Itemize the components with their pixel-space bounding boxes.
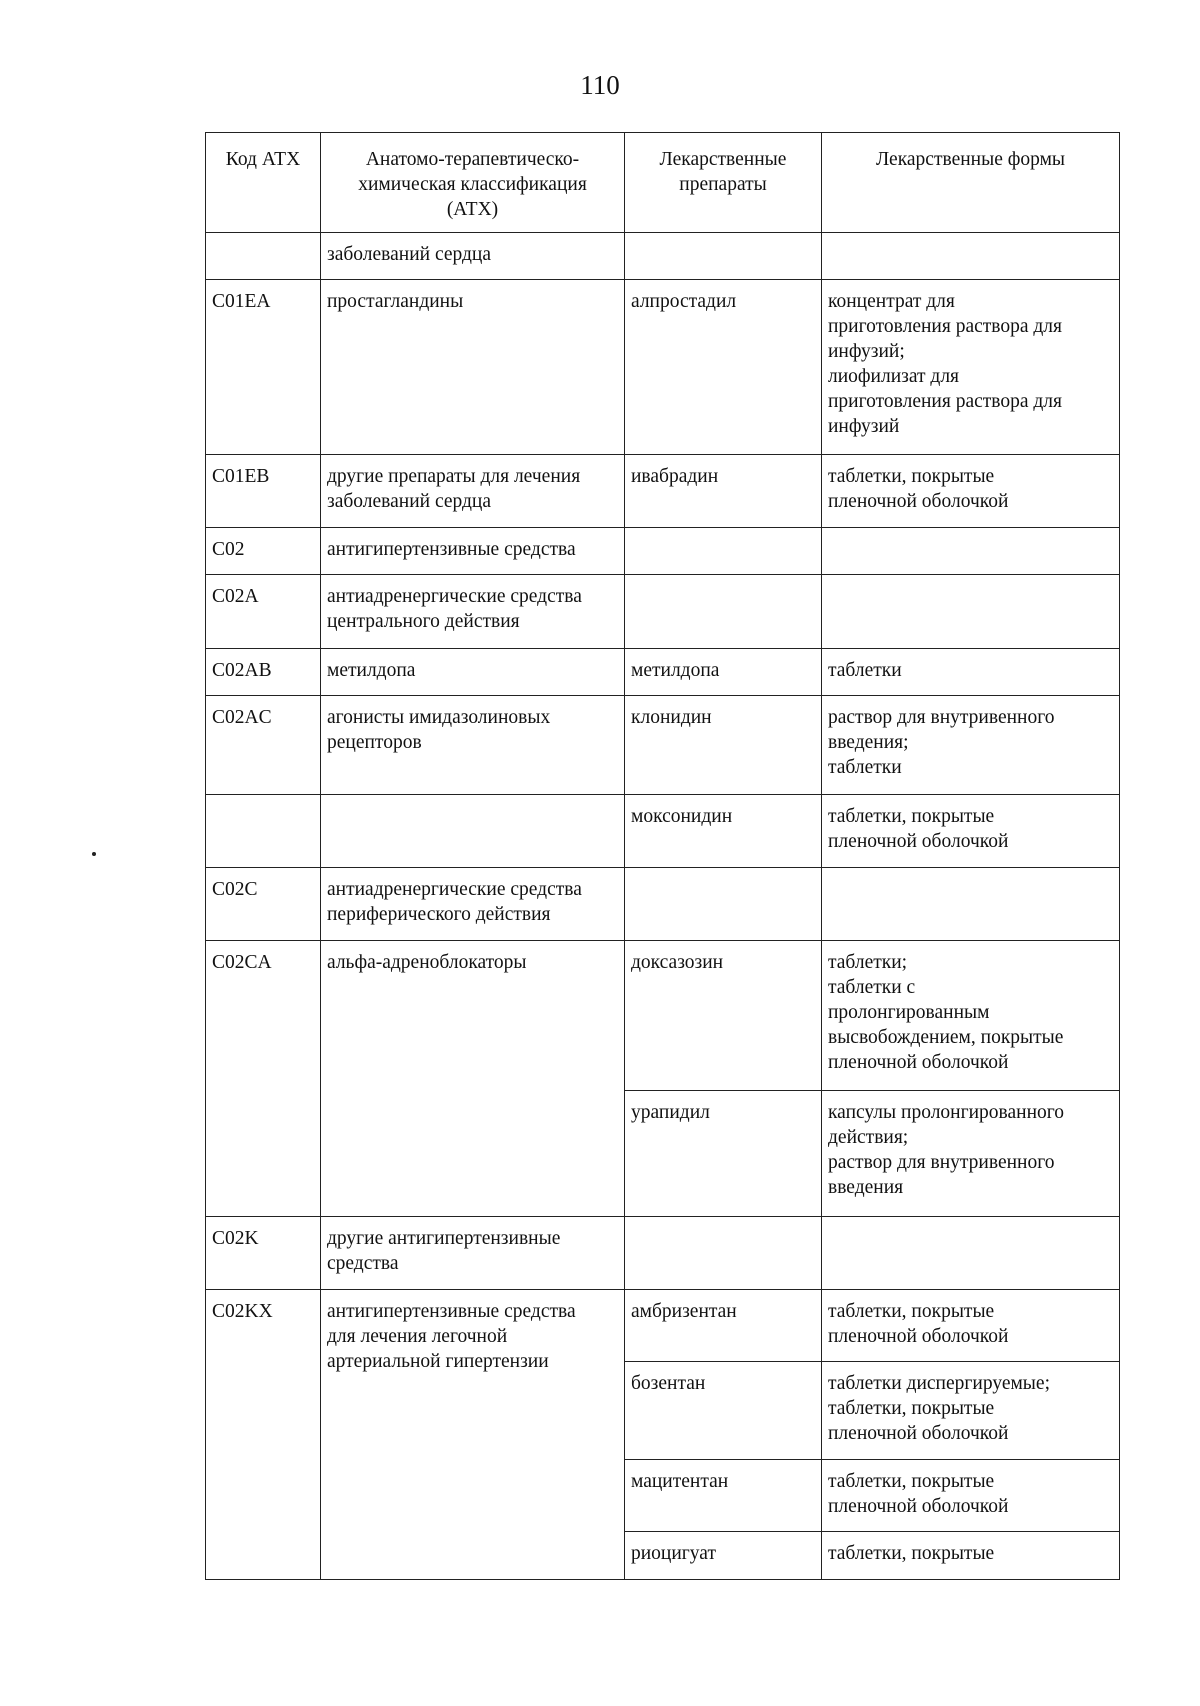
cell-code [206, 795, 321, 868]
cell-classification: другие препараты для лечения заболеваний сердца [321, 455, 625, 528]
cell-code: C02K [206, 1217, 321, 1290]
cell-classification: антигипертензивные средства [321, 528, 625, 575]
table-header-row [206, 133, 1120, 233]
header-classification: Анатомо-терапевтическо- химическая классификация (АТХ) [321, 133, 625, 233]
cell-forms: таблетки, покрытые пленочной оболочкой [822, 795, 1120, 868]
cell-forms: капсулы пролонгированного действия; раствор для внутривенного введения [822, 1091, 1120, 1217]
stray-mark [92, 852, 96, 856]
cell-forms: концентрат для приготовления раствора для инфузий; лиофилизат для приготовления раствора для инфузий [822, 280, 1120, 455]
cell-drug: метилдопа [625, 649, 822, 696]
table-row [206, 455, 1120, 528]
cell-code: C02AB [206, 649, 321, 696]
cell-drug [625, 575, 822, 649]
cell-drug: ивабрадин [625, 455, 822, 528]
cell-drug: доксазозин [625, 941, 822, 1091]
cell-forms: таблетки, покрытые [822, 1532, 1120, 1580]
cell-drug: амбризентан [625, 1290, 822, 1362]
cell-drug [625, 528, 822, 575]
cell-drug [625, 233, 822, 280]
cell-classification: альфа-адреноблокаторы [321, 941, 625, 1217]
cell-forms: таблетки, покрытые пленочной оболочкой [822, 455, 1120, 528]
cell-classification [321, 795, 625, 868]
cell-drug: алпростадил [625, 280, 822, 455]
cell-classification: антиадренергические средства периферического действия [321, 868, 625, 941]
cell-drug: урапидил [625, 1091, 822, 1217]
header-code: Код АТХ [206, 133, 321, 233]
cell-drug [625, 868, 822, 941]
cell-drug: клонидин [625, 696, 822, 795]
table-row [206, 1290, 1120, 1362]
cell-classification: антиадренергические средства центрального действия [321, 575, 625, 649]
page-number: 110 [580, 70, 620, 100]
table-row [206, 696, 1120, 795]
header-drugs: Лекарственные препараты [625, 133, 822, 233]
table-row [206, 528, 1120, 575]
cell-classification: агонисты имидазолиновых рецепторов [321, 696, 625, 795]
cell-forms [822, 1217, 1120, 1290]
cell-drug: моксонидин [625, 795, 822, 868]
table-row [206, 575, 1120, 649]
cell-drug: мацитентан [625, 1460, 822, 1532]
table-row [206, 868, 1120, 941]
table-row [206, 1217, 1120, 1290]
cell-forms: раствор для внутривенного введения; таблетки [822, 696, 1120, 795]
cell-classification: метилдопа [321, 649, 625, 696]
table-row [206, 941, 1120, 1091]
table-row [206, 795, 1120, 868]
table-row [206, 280, 1120, 455]
cell-forms: таблетки, покрытые пленочной оболочкой [822, 1460, 1120, 1532]
cell-code: C02KX [206, 1290, 321, 1580]
cell-code: C02CA [206, 941, 321, 1217]
atc-drug-table [205, 132, 1120, 1580]
cell-classification: простагландины [321, 280, 625, 455]
cell-code: C02 [206, 528, 321, 575]
cell-code [206, 233, 321, 280]
cell-drug [625, 1217, 822, 1290]
cell-code: C01EB [206, 455, 321, 528]
cell-forms [822, 233, 1120, 280]
table-row [206, 649, 1120, 696]
cell-drug: риоцигуат [625, 1532, 822, 1580]
cell-classification: заболеваний сердца [321, 233, 625, 280]
cell-code: C02C [206, 868, 321, 941]
cell-forms: таблетки диспергируемые; таблетки, покрытые пленочной оболочкой [822, 1362, 1120, 1460]
cell-code: C02AC [206, 696, 321, 795]
cell-forms: таблетки; таблетки с пролонгированным высвобождением, покрытые пленочной оболочкой [822, 941, 1120, 1091]
cell-forms: таблетки [822, 649, 1120, 696]
table-row [206, 233, 1120, 280]
cell-forms [822, 528, 1120, 575]
cell-drug: бозентан [625, 1362, 822, 1460]
cell-classification: антигипертензивные средства для лечения легочной артериальной гипертензии [321, 1290, 625, 1580]
cell-forms [822, 575, 1120, 649]
cell-classification: другие антигипертензивные средства [321, 1217, 625, 1290]
cell-forms [822, 868, 1120, 941]
cell-code: C01EA [206, 280, 321, 455]
header-forms: Лекарственные формы [822, 133, 1120, 233]
cell-forms: таблетки, покрытые пленочной оболочкой [822, 1290, 1120, 1362]
cell-code: C02A [206, 575, 321, 649]
